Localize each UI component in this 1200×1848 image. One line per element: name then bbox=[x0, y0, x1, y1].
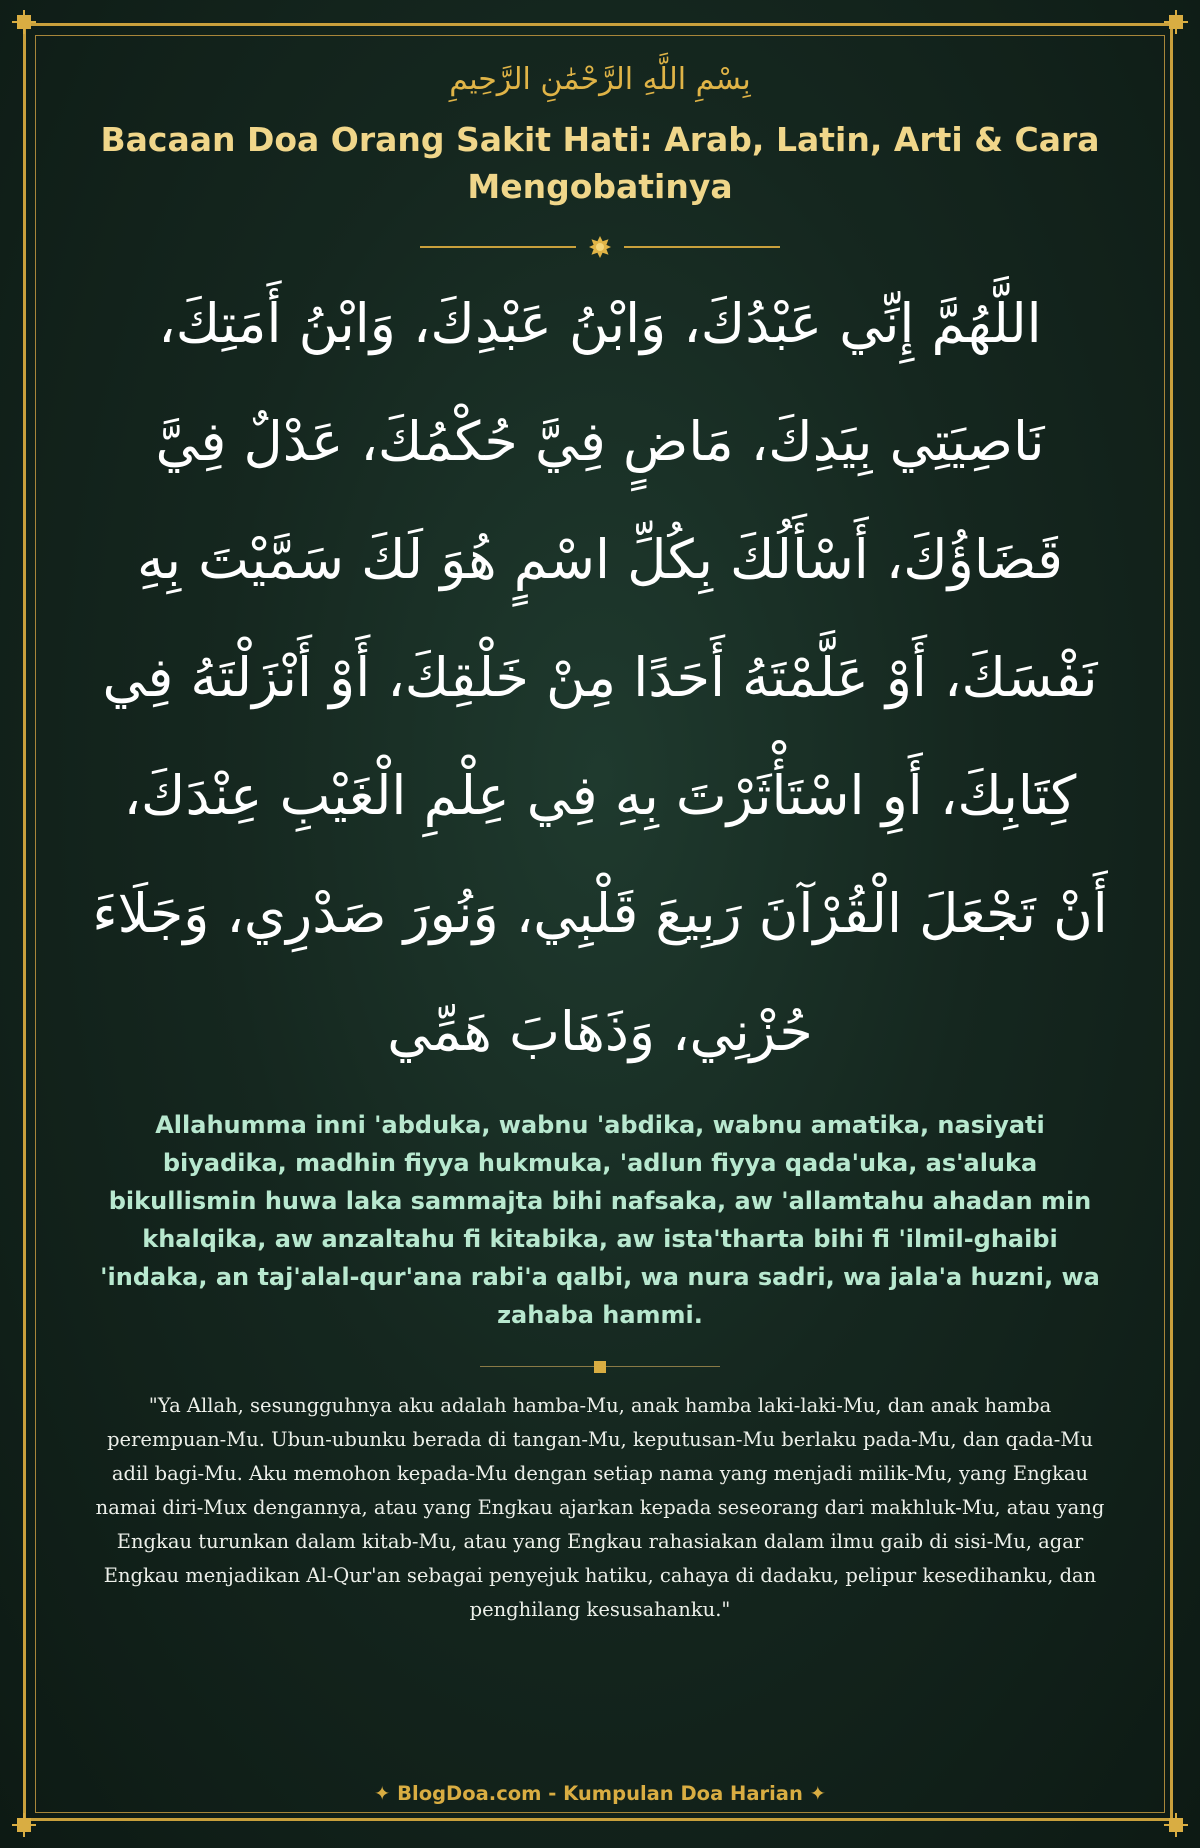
divider-line bbox=[624, 246, 780, 248]
divider-line bbox=[420, 246, 576, 248]
indonesian-translation: "Ya Allah, sesungguhnya aku adalah hamba-Mu, anak hamba laki-laki-Mu, dan anak hamba perempuan-Mu. Ubun-ubunku berada di tangan-Mu, keputusan-Mu berlaku pada-Mu, dan qada-Mu adil bagi-Mu. Aku memohon kepada-Mu dengan setiap nama yang menjadi milik-Mu, yang Engkau namai diri-Mux dengannya, atau yang Engkau ajarkan kepada seseorang dari makhluk-Mu, atau yang Engkau turunkan dalam kitab-Mu, atau yang Engkau rahasiakan dalam ilmu gaib di sisi-Mu, agar Engkau menjadikan Al-Qur'an sebagai penyejuk hatiku, cahaya di dadaku, pelipur kesedihanku, dan penghilang kesusahanku." bbox=[95, 1394, 1105, 1621]
corner-ornament-icon bbox=[1163, 9, 1189, 35]
basmala: بِسْمِ اللَّهِ الرَّحْمَٰنِ الرَّحِيمِ bbox=[449, 62, 751, 97]
text-divider bbox=[480, 1360, 720, 1374]
corner-ornament-icon bbox=[11, 1812, 37, 1838]
diamond-divider-icon bbox=[594, 1361, 606, 1373]
footer-credit: ✦ BlogDoa.com - Kumpulan Doa Harian ✦ bbox=[374, 1782, 826, 1805]
star-ornament-icon bbox=[588, 235, 612, 264]
corner-ornament-icon bbox=[11, 9, 37, 35]
latin-transliteration: Allahumma inni 'abduka, wabnu 'abdika, wabnu amatika, nasiyati biyadika, madhin fiyya hukmuka, 'adlun fiyya qada'uka, as'aluka bikullismin huwa laka sammajta bihi nafsaka, aw 'allamtahu ahadan min khalqika, aw anzaltahu fi kitabika, aw ista'tharta bihi fi 'ilmil-ghaibi 'indaka, an taj'alal-qur'ana rabi'a qalbi, wa nura sadri, wa jala'a huzni, wa zahaba hammi. bbox=[100, 1111, 1100, 1329]
page-title: Bacaan Doa Orang Sakit Hati: Arab, Latin, Arti & Cara Mengobatinya bbox=[100, 120, 1100, 206]
arabic-prayer-text: اللَّهُمَّ إِنِّي عَبْدُكَ، وَابْنُ عَبْدِكَ، وَابْنُ أَمَتِكَ، نَاصِيَتِي بِيَدِكَ، مَاضٍ فِيَّ حُكْمُكَ، عَدْلٌ فِيَّ قَضَاؤُكَ، أَسْأَلُكَ بِكُلِّ اسْمٍ هُوَ لَكَ سَمَّيْتَ بِهِ نَفْسَكَ، أَوْ عَلَّمْتَهُ أَحَدًا مِنْ خَلْقِكَ، أَوْ أَنْزَلْتَهُ فِي كِتَابِكَ، أَوِ اسْتَأْثَرْتَ بِهِ فِي عِلْمِ الْغَيْبِ عِنْدَكَ، أَنْ تَجْعَلَ الْقُرْآنَ رَبِيعَ قَلْبِي، وَنُورَ صَدْرِي، وَجَلَاءَ حُزْنِي، وَذَهَابَ هَمِّي bbox=[92, 292, 1108, 1063]
corner-ornament-icon bbox=[1163, 1812, 1189, 1838]
title-divider bbox=[418, 234, 782, 260]
